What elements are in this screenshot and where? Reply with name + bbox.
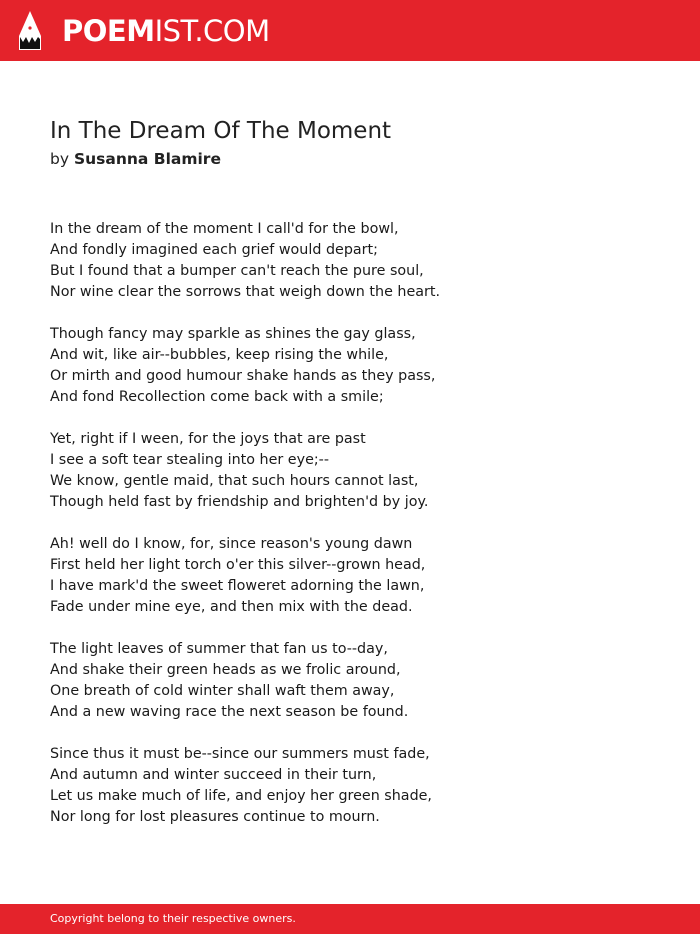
poem-line: And fond Recollection come back with a smile; (50, 389, 384, 405)
poem-line: Though held fast by friendship and brighten'd by joy. (50, 494, 429, 510)
site-footer (0, 904, 700, 934)
poem-line: I have mark'd the sweet floweret adorning the lawn, (50, 578, 425, 594)
poem-line: The light leaves of summer that fan us to--day, (50, 641, 388, 657)
stanza (50, 429, 650, 513)
stanza (50, 744, 650, 828)
poem-line: And a new waving race the next season be found. (50, 704, 409, 720)
logo-light-text: IST.COM (154, 14, 270, 48)
site-logo[interactable] (62, 13, 270, 49)
poem-line: I see a soft tear stealing into her eye;-- (50, 452, 329, 468)
stanza (50, 534, 650, 618)
site-header (0, 0, 700, 61)
poem-line: Or mirth and good humour shake hands as they pass, (50, 368, 436, 384)
author-name: Susanna Blamire (73, 150, 221, 168)
poem-byline (50, 148, 221, 170)
poem-line: And shake their green heads as we frolic around, (50, 662, 401, 678)
stanza (50, 219, 650, 303)
pen-nib-icon (18, 10, 42, 51)
poem-line: Though fancy may sparkle as shines the gay glass, (50, 326, 416, 342)
logo-bold-text: POEM (62, 14, 155, 48)
poem-line: Yet, right if I ween, for the joys that are past (50, 431, 366, 447)
poem-line: We know, gentle maid, that such hours cannot last, (50, 473, 419, 489)
poem-line: Let us make much of life, and enjoy her green shade, (50, 788, 432, 804)
poem-line: And wit, like air--bubbles, keep rising the while, (50, 347, 389, 363)
poem-body (50, 219, 650, 849)
copyright-text: Copyright belong to their respective owners. (50, 912, 296, 925)
poem-line: First held her light torch o'er this silver--grown head, (50, 557, 426, 573)
stanza (50, 324, 650, 408)
poem-line: Fade under mine eye, and then mix with the dead. (50, 599, 413, 615)
poem-line: Nor long for lost pleasures continue to mourn. (50, 809, 380, 825)
poem-line: And fondly imagined each grief would depart; (50, 242, 378, 258)
by-label: by (50, 150, 70, 168)
poem-title: In The Dream Of The Moment (50, 118, 392, 144)
poem-line: And autumn and winter succeed in their turn, (50, 767, 377, 783)
poem-line: In the dream of the moment I call'd for the bowl, (50, 221, 399, 237)
poem-line: Since thus it must be--since our summers must fade, (50, 746, 430, 762)
poem-line: Ah! well do I know, for, since reason's young dawn (50, 536, 413, 552)
poem-line: One breath of cold winter shall waft them away, (50, 683, 395, 699)
poem-line: But I found that a bumper can't reach the pure soul, (50, 263, 424, 279)
stanza (50, 639, 650, 723)
poem-line: Nor wine clear the sorrows that weigh down the heart. (50, 284, 441, 300)
